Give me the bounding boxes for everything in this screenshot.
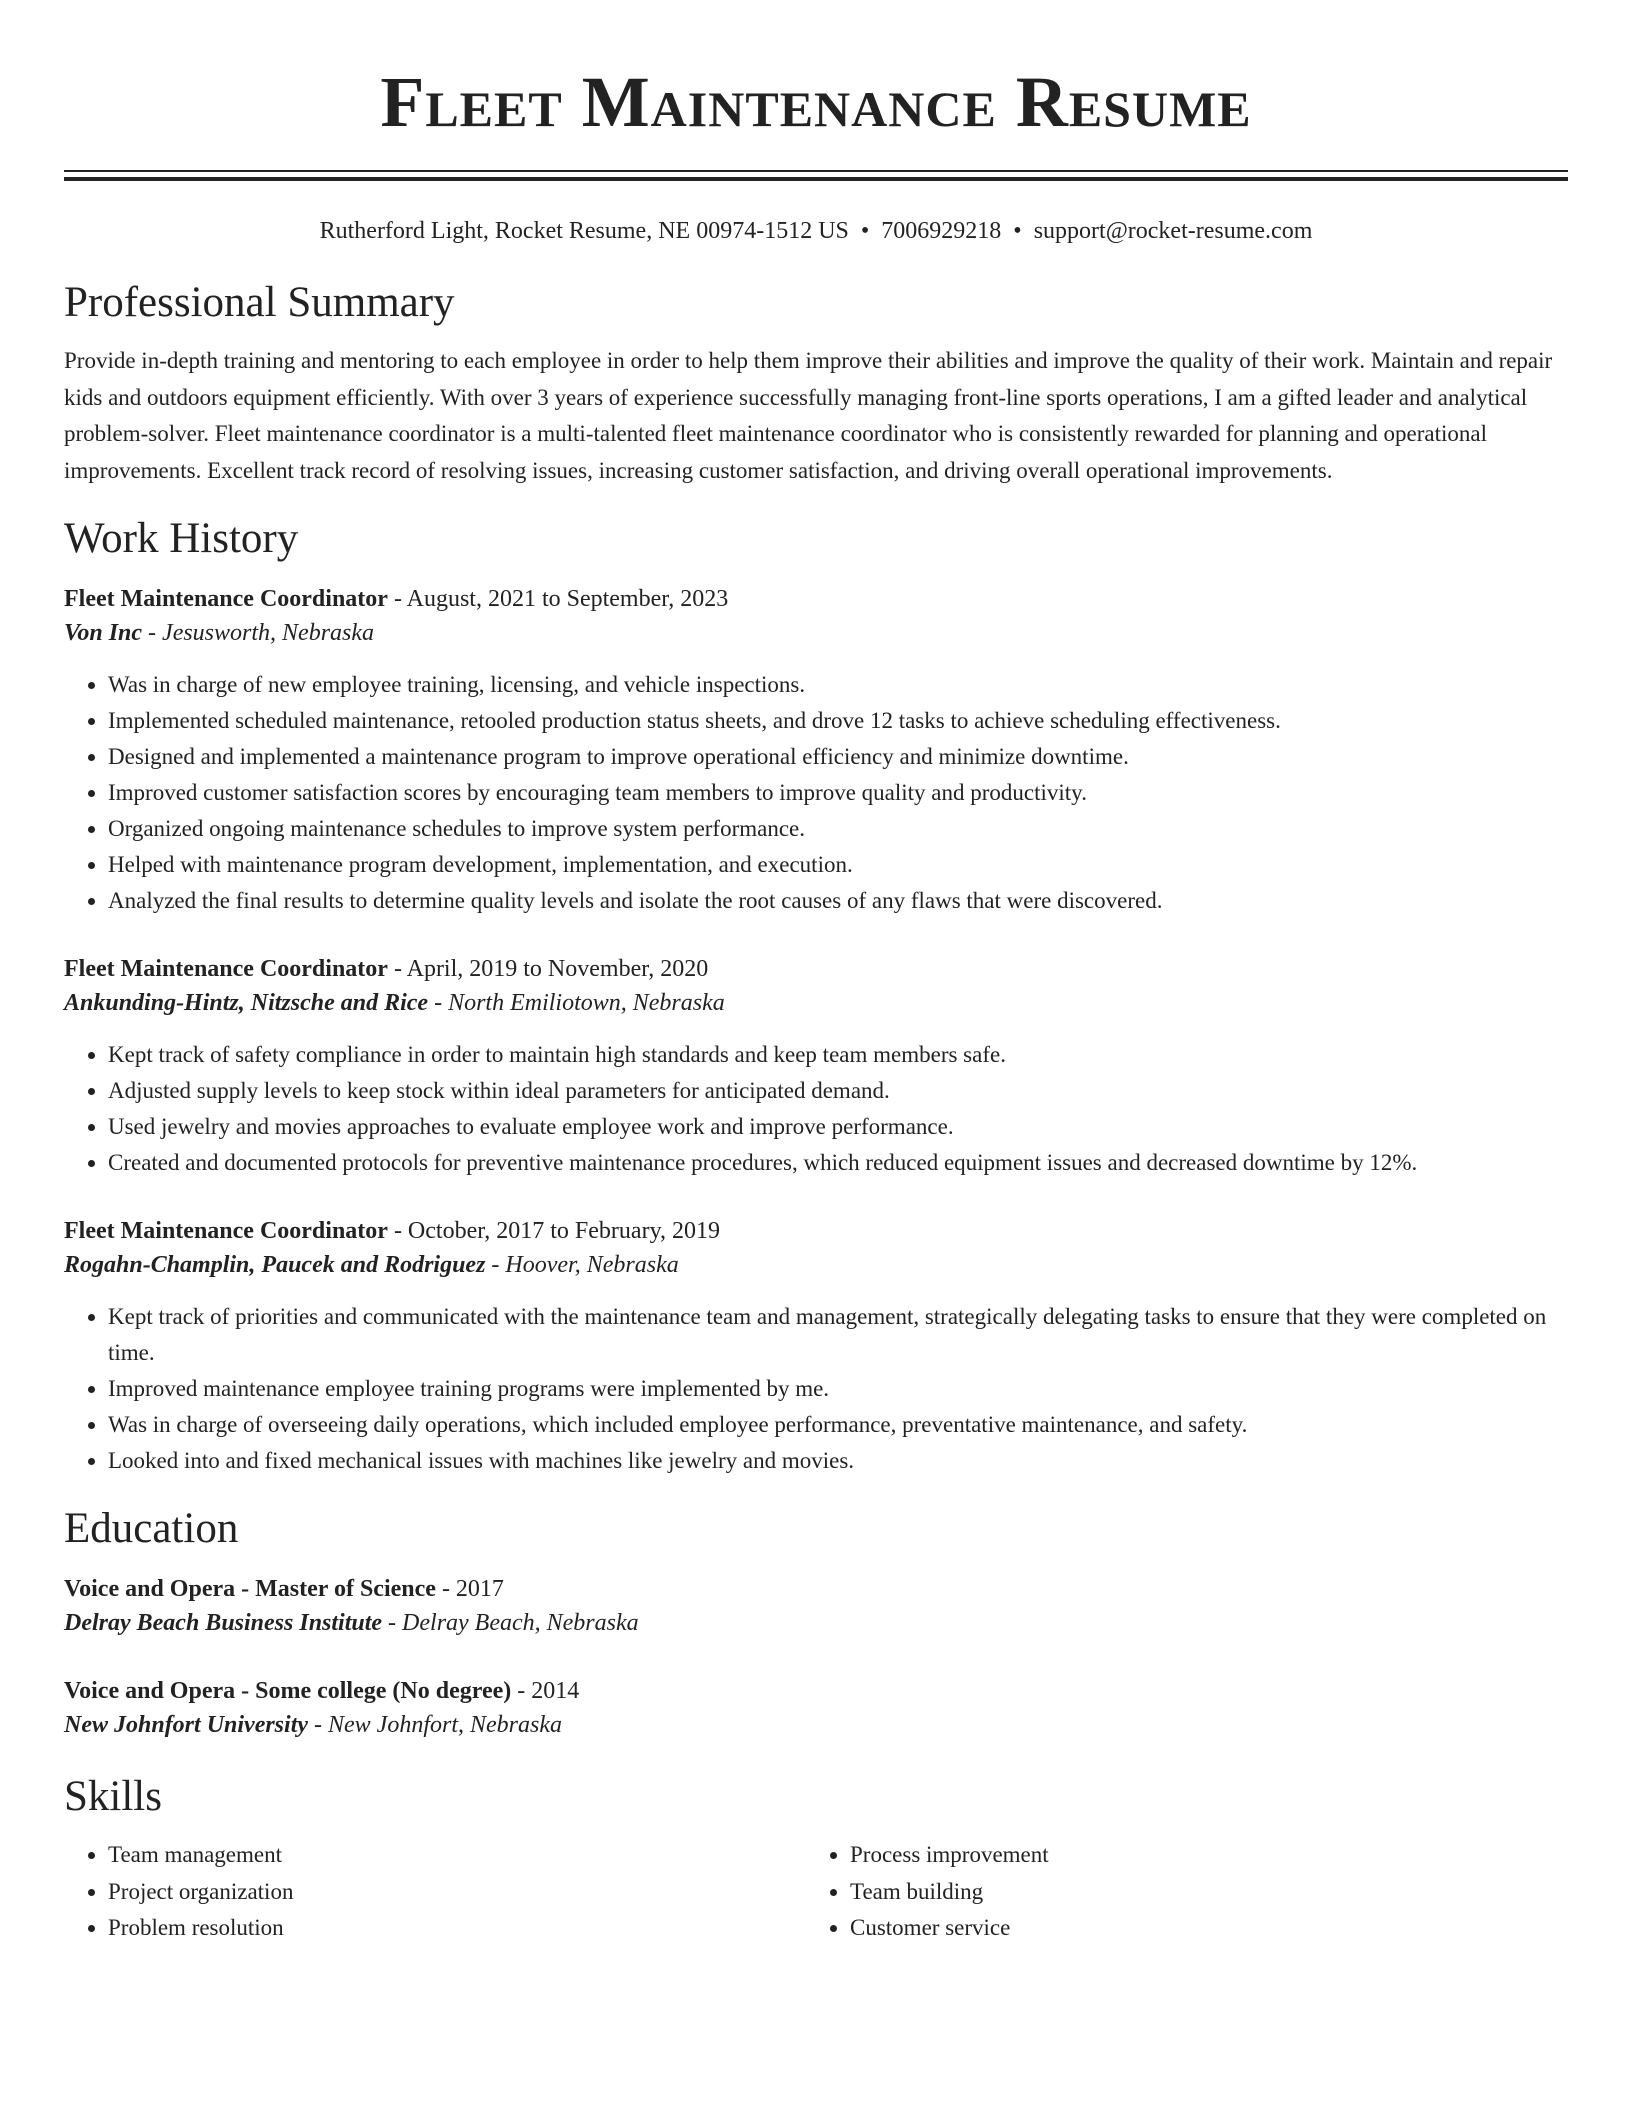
title-divider xyxy=(64,170,1568,181)
job-role: Fleet Maintenance Coordinator xyxy=(64,956,388,982)
list-item: • Designed and implemented a maintenance program to improve operational efficiency and minimize downtime. xyxy=(108,739,1568,775)
job-title-line xyxy=(64,953,1568,985)
education-location: - Delray Beach, Nebraska xyxy=(382,1610,639,1636)
education-school: New Johnfort University xyxy=(64,1712,309,1738)
list-item: • Improved maintenance employee training programs were implemented by me. xyxy=(108,1371,1568,1407)
job-company: Rogahn-Champlin, Paucek and Rodriguez xyxy=(64,1252,486,1278)
job-bullets xyxy=(64,1299,1568,1479)
education-degree-line xyxy=(64,1573,1568,1605)
list-item: • Used jewelry and movies approaches to evaluate employee work and improve performance. xyxy=(108,1109,1568,1145)
job-dates: - October, 2017 to February, 2019 xyxy=(387,1218,721,1244)
skills-column-left xyxy=(64,1837,806,1947)
skills-column-right xyxy=(806,1837,1548,1947)
job-title-line xyxy=(64,583,1568,615)
list-item: • Looked into and fixed mechanical issues with machines like jewelry and movies. xyxy=(108,1443,1568,1479)
education-location: - New Johnfort, Nebraska xyxy=(308,1712,562,1738)
skill-item: • Process improvement xyxy=(850,1837,1548,1874)
list-item: • Improved customer satisfaction scores by encouraging team members to improve quality and productivity. xyxy=(108,775,1568,811)
skills-heading: Skills xyxy=(64,1773,162,1820)
education-year: - 2017 xyxy=(435,1576,504,1602)
summary-text: Provide in-depth training and mentoring to each employee in order to help them improve their abilities and improve the quality of their work. Maintain and repair kids and outdoors equipment efficiently. With over 3 years of experience successfully managing front-line sports operations, I am a gifted leader and analytical problem-solver. Fleet maintenance coordinator is a multi-talented fleet maintenance coordinator who is consistently rewarded for planning and operational improvements. Excellent track record of resolving issues, increasing customer satisfaction, and driving overall operational improvements. xyxy=(64,348,1553,483)
job-company: Von Inc xyxy=(64,620,143,646)
list-item: • Was in charge of new employee training, licensing, and vehicle inspections. xyxy=(108,667,1568,703)
skill-item: • Problem resolution xyxy=(108,1910,806,1947)
education-degree-line xyxy=(64,1675,1568,1707)
job-role: Fleet Maintenance Coordinator xyxy=(64,586,388,612)
list-item: • Organized ongoing maintenance schedules to improve system performance. xyxy=(108,811,1568,847)
job-company-line xyxy=(64,1247,1568,1283)
skill-item: • Team building xyxy=(850,1874,1548,1911)
education-school: Delray Beach Business Institute xyxy=(64,1610,383,1636)
job-bullets xyxy=(64,1037,1568,1181)
education-school-line xyxy=(64,1707,1568,1743)
job-entry xyxy=(64,953,1568,1181)
education-degree: Voice and Opera - Some college (No degree) xyxy=(64,1678,512,1704)
contact-phone: 7006929218 xyxy=(881,218,1002,244)
skill-item: • Team management xyxy=(108,1837,806,1874)
job-dates: - August, 2021 to September, 2023 xyxy=(387,586,729,612)
job-role: Fleet Maintenance Coordinator xyxy=(64,1218,388,1244)
contact-separator: • xyxy=(1013,218,1022,244)
list-item: • Adjusted supply levels to keep stock within ideal parameters for anticipated demand. xyxy=(108,1073,1568,1109)
contact-line xyxy=(64,215,1568,247)
contact-email: support@rocket-resume.com xyxy=(1033,218,1313,244)
list-item: • Implemented scheduled maintenance, retooled production status sheets, and drove 12 tasks to achieve scheduling effectiveness. xyxy=(108,703,1568,739)
skill-item: • Project organization xyxy=(108,1874,806,1911)
job-entry xyxy=(64,583,1568,919)
education-entry xyxy=(64,1675,1568,1743)
skill-item: • Customer service xyxy=(850,1910,1548,1947)
work-history-heading: Work History xyxy=(64,515,299,562)
education-school-line xyxy=(64,1605,1568,1641)
summary-heading: Professional Summary xyxy=(64,279,455,326)
list-item: • Created and documented protocols for preventive maintenance procedures, which reduced equipment issues and decreased downtime by 12%. xyxy=(108,1145,1568,1181)
list-item: • Helped with maintenance program development, implementation, and execution. xyxy=(108,847,1568,883)
page-title: Fleet Maintenance Resume xyxy=(380,62,1252,142)
contact-separator: • xyxy=(860,218,870,244)
job-dates: - April, 2019 to November, 2020 xyxy=(387,956,709,982)
job-company-line xyxy=(64,985,1568,1021)
list-item: • Analyzed the final results to determine quality levels and isolate the root causes of any flaws that were discovered. xyxy=(108,883,1568,919)
education-heading: Education xyxy=(64,1505,239,1552)
job-location: - Jesusworth, Nebraska xyxy=(142,620,375,646)
job-location: - North Emiliotown, Nebraska xyxy=(428,990,725,1016)
list-item: • Was in charge of overseeing daily operations, which included employee performance, preventative maintenance, and safety. xyxy=(108,1407,1568,1443)
education-degree: Voice and Opera - Master of Science xyxy=(64,1576,436,1602)
job-title-line xyxy=(64,1215,1568,1247)
list-item: • Kept track of priorities and communicated with the maintenance team and management, strategically delegating tasks to ensure that they were completed on time. xyxy=(108,1299,1568,1371)
list-item: • Kept track of safety compliance in order to maintain high standards and keep team members safe. xyxy=(108,1037,1568,1073)
education-entry xyxy=(64,1573,1568,1641)
education-year: - 2014 xyxy=(511,1678,580,1704)
contact-address: Rutherford Light, Rocket Resume, NE 00974-1512 US xyxy=(319,218,849,244)
job-company-line xyxy=(64,615,1568,651)
skills-list xyxy=(64,1837,1568,1947)
job-company: Ankunding-Hintz, Nitzsche and Rice xyxy=(64,990,429,1016)
job-entry xyxy=(64,1215,1568,1479)
job-location: - Hoover, Nebraska xyxy=(485,1252,679,1278)
job-bullets xyxy=(64,667,1568,919)
